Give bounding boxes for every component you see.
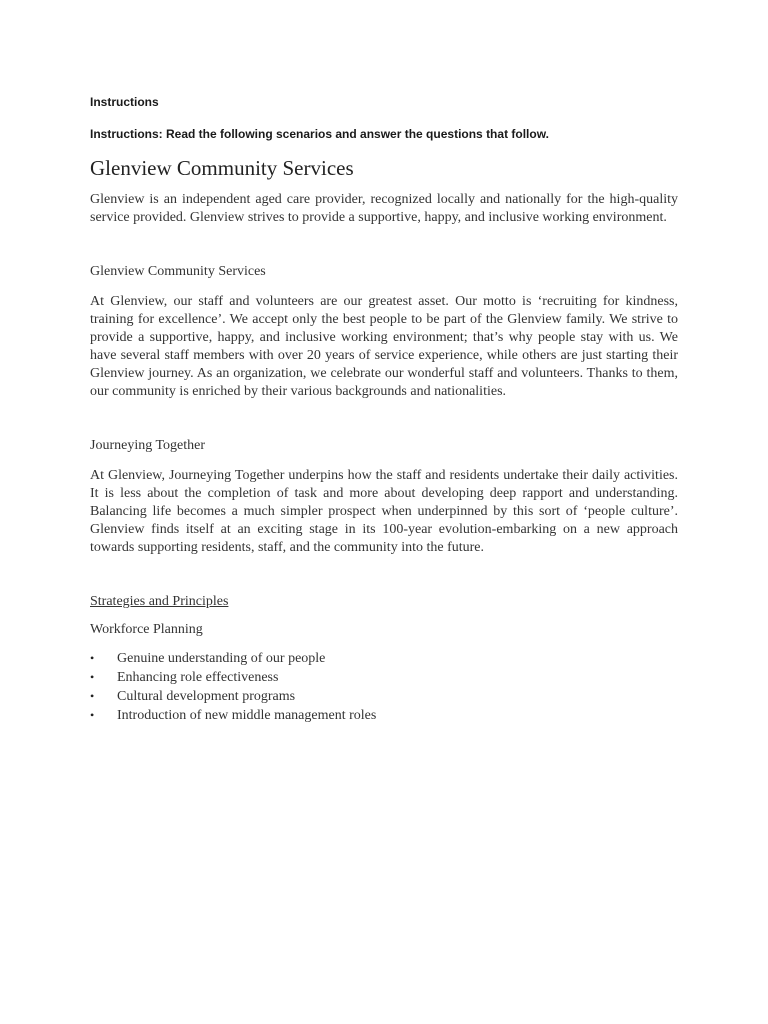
intro-paragraph: Glenview is an independent aged care provider, recognized locally and nationally for the high-quality service provided. Glenview strives to provide a supportive, happy, and inclusive working environment. [90,192,678,225]
bullet-icon: • [90,708,95,722]
bullet-icon: • [90,670,95,684]
section-heading-journeying-together: Journeying Together [90,438,206,453]
section-body-journeying-together: At Glenview, Journeying Together underpins how the staff and residents undertake their daily activities. It is less about the completion of task and more about developing deep rapport and understanding. Balancing life becomes a much simpler prospect when underpinned by this sort of ‘people culture’. Glenview finds itself at an exciting stage in its 100-year evolution-embarking on a new approach towards supporting residents, staff, and the community into the future. [90,468,678,555]
list-item-text: Genuine understanding of our people [117,651,326,666]
document-title: Glenview Community Services [90,156,354,180]
list-item-text: Cultural development programs [117,689,296,704]
list-item-text: Enhancing role effectiveness [117,670,279,685]
list-item [90,687,678,706]
list-item [90,649,678,668]
section-heading-community-services: Glenview Community Services [90,264,266,279]
instructions-line: Instructions: Read the following scenarios and answer the questions that follow. [90,127,549,141]
bullet-icon: • [90,651,95,665]
workforce-planning-list [90,649,678,725]
section-body-community-services: At Glenview, our staff and volunteers are our greatest asset. Our motto is ‘recruiting for kindness, training for excellence’. We accept only the best people to be part of the Glenview family. We strive to provide a supportive, happy, and inclusive working environment; that’s why people stay with us. We have several staff members with over 20 years of service experience, while others are just starting their Glenview journey. As an organization, we celebrate our wonderful staff and volunteers. Thanks to them, our community is enriched by their various backgrounds and nationalities. [90,294,678,399]
workforce-planning-heading: Workforce Planning [90,622,203,637]
instructions-title: Instructions [90,95,159,109]
bullet-icon: • [90,689,95,703]
list-item [90,668,678,687]
list-item [90,706,678,725]
list-item-text: Introduction of new middle management roles [117,708,377,723]
strategies-heading: Strategies and Principles [90,594,229,609]
